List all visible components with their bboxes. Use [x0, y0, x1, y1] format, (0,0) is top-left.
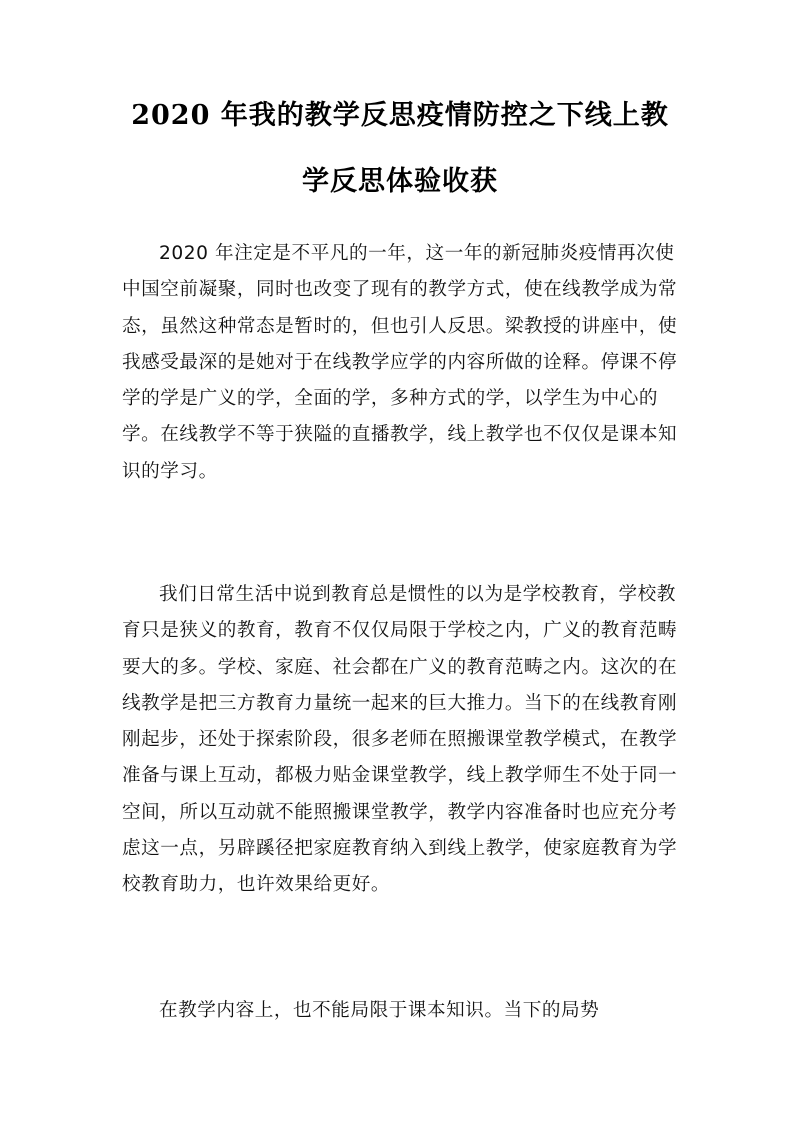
paragraph-2: 我们日常生活中说到教育总是惯性的以为是学校教育，学校教育只是狭义的教育，教育不仅仅局限于学校之内，广义的教育范畴要大的多。学校、家庭、社会都在广义的教育范畴之内。这次的在线教学是把三方教育力量统一起来的巨大推力。当下的在线教育刚刚起步，还处于探索阶段，很多老师在照搬课堂教学模式，在教学准备与课上互动，都极力贴金课堂教学，线上教学师生不处于同一空间，所以互动就不能照搬课堂教学，教学内容准备时也应充分考虑这一点，另辟蹊径把家庭教育纳入到线上教学，使家庭教育为学校教育助力，也许效果给更好。	[122, 584, 678, 896]
paragraph-1: 2020 年注定是不平凡的一年，这一年的新冠肺炎疫情再次使中国空前凝聚，同时也改变了现有的教学方式，使在线教学成为常态，虽然这种常态是暂时的，但也引人反思。梁教授的讲座中，使我感受最深的是她对于在线教学应学的内容所做的诠释。停课不停学的学是广义的学，全面的学，多种方式的学，以学生为中心的学。在线教学不等于狭隘的直播教学，线上教学也不仅仅是课本知识的学习。	[122, 243, 678, 482]
paragraph-3: 在教学内容上，也不能局限于课本知识。当下的局势	[159, 1000, 600, 1021]
document-title-line-1: 2020 年我的教学反思疫情防控之下线上教	[131, 100, 669, 131]
document-title-line-2: 学反思体验收获	[302, 166, 498, 197]
paragraph-block-3	[122, 993, 678, 1029]
paragraph-block-2	[122, 577, 678, 904]
paragraph-block-1	[122, 236, 678, 490]
